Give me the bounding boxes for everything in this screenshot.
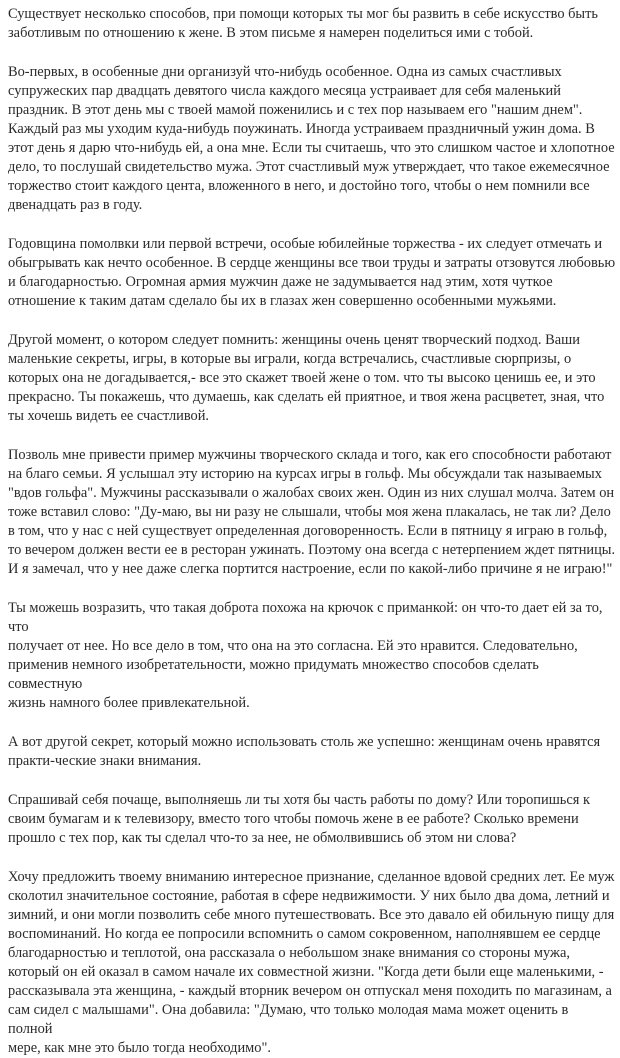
paragraph-special-days: Во-первых, в особенные дни организуй что-нибудь особенное. Одна из самых счастливых супружеских пар двадцать девятого числа каждого месяца устраивает для себя маленький праздник. В этот день мы с твоей мамой поженились и с тех пор называем его "нашим днем". Каждый раз мы уходим куда-нибудь поужинать. Иногда устраиваем праздничный ужин дома. В этот день я дарю что-нибудь ей, а она мне. Если ты считаешь, что это слишком частое и хлопотное дело, то послушай свидетельство мужа. Этот счастливый муж утверждает, что такое ежемесячное торжество стоит каждого цента, вложенного в него, и достойно того, чтобы о нем помнили все двенадцать раз в году. (8, 64, 615, 213)
paragraph-intro: Существует несколько способов, при помощи которых ты мог бы развить в себе искусство быть заботливым по отношению к жене. В этом письме я намерен поделиться ими с тобой. (8, 6, 598, 41)
paragraph-creative-approach: Другой момент, о котором следует помнить: женщины очень ценят творческий подход. Ваши маленькие секреты, игры, в которые вы играли, когда встречались, счастливые сюрпризы, о которых она не догадывается,- все это скажет твоей жене о том. что ты высоко ценишь ее, и это прекрасно. Ты покажешь, что думаешь, как сделать ей приятное, и твоя жена расцветет, зная, что ты хочешь видеть ее счастливой. (8, 332, 605, 424)
paragraph-golf-story: Позволь мне привести пример мужчины творческого склада и того, как его способности работают на благо семьи. Я услышал эту историю на курсах игры в гольф. Мы обсуждали так называемых "вдов гольфа". Мужчины рассказывали о жалобах своих жен. Один из них слушал молча. Затем он тоже вставил слово: "Ду-маю, вы ни разу не слышали, чтобы моя жена плакалась, не так ли? Дело в том, что у нас с ней существует определенная договоренность. Если в пятницу я играю в гольф, то вечером должен вести ее в ресторан ужинать. Поэтому она всегда с нетерпением ждет пятницы. И я замечал, что у нее даже слегка портится настроение, если по какой-либо причине я не играю!" (8, 447, 616, 577)
paragraph-widow-story: Хочу предложить твоему вниманию интересное признание, сделанное вдовой средних лет. Ее муж сколотил значительное состояние, работая в сфере недвижимости. У них было два дома, летний и зимний, и они могли позволить себе много путешествовать. Все это давало ей обильную пищу для воспоминаний. Но когда ее попросили вспомнить о самом сокровенном, наполнявшем ее сердце благодарностью и теплотой, она рассказала о небольшом знаке внимания со стороны мужа, который он ей оказал в самом начале их совместной жизни. "Когда дети были еще маленькими, - рассказывала эта женщина, - каждый вторник вечером он отпускал меня походить по магазинам, а сам сидел с малышами". Она добавила: "Думаю, что только молодая мама может оценить в полной мере, как мне это было тогда необходимо". (8, 869, 615, 1056)
paragraph-hook-bait: Ты можешь возразить, что такая доброта похожа на крючок с приманкой: он что-то дает ей за то, что получает от нее. Но все дело в том, что она на это согласна. Ей это нравится. Следовательно, применив немного изобретательности, можно придумать множество способов сделать совместную жизнь намного более привлекательной. (8, 600, 603, 711)
paragraph-housework: Спрашивай себя почаще, выполняешь ли ты хотя бы часть работы по дому? Или торопишься к своим бумагам и к телевизору, вместо того чтобы помочь жене в ее работе? Сколько времени прошло с тех пор, как ты сделал что-то за нее, не обмолвившись об этом ни слова? (8, 792, 590, 846)
paragraph-practical-signs: А вот другой секрет, который можно использовать столь же успешно: женщинам очень нравятся практи-ческие знаки внимания. (8, 734, 601, 769)
paragraph-anniversaries: Годовщина помолвки или первой встречи, особые юбилейные торжества - их следует отмечать и обыгрывать как нечто особенное. В сердце женщины все твои труды и затраты отзовутся любовью и благодарностью. Огромная армия мужчин даже не задумывается над этим, хотя чуткое отношение к таким датам сделало бы их в глазах жен совершенно особенными мужьями. (8, 236, 616, 309)
